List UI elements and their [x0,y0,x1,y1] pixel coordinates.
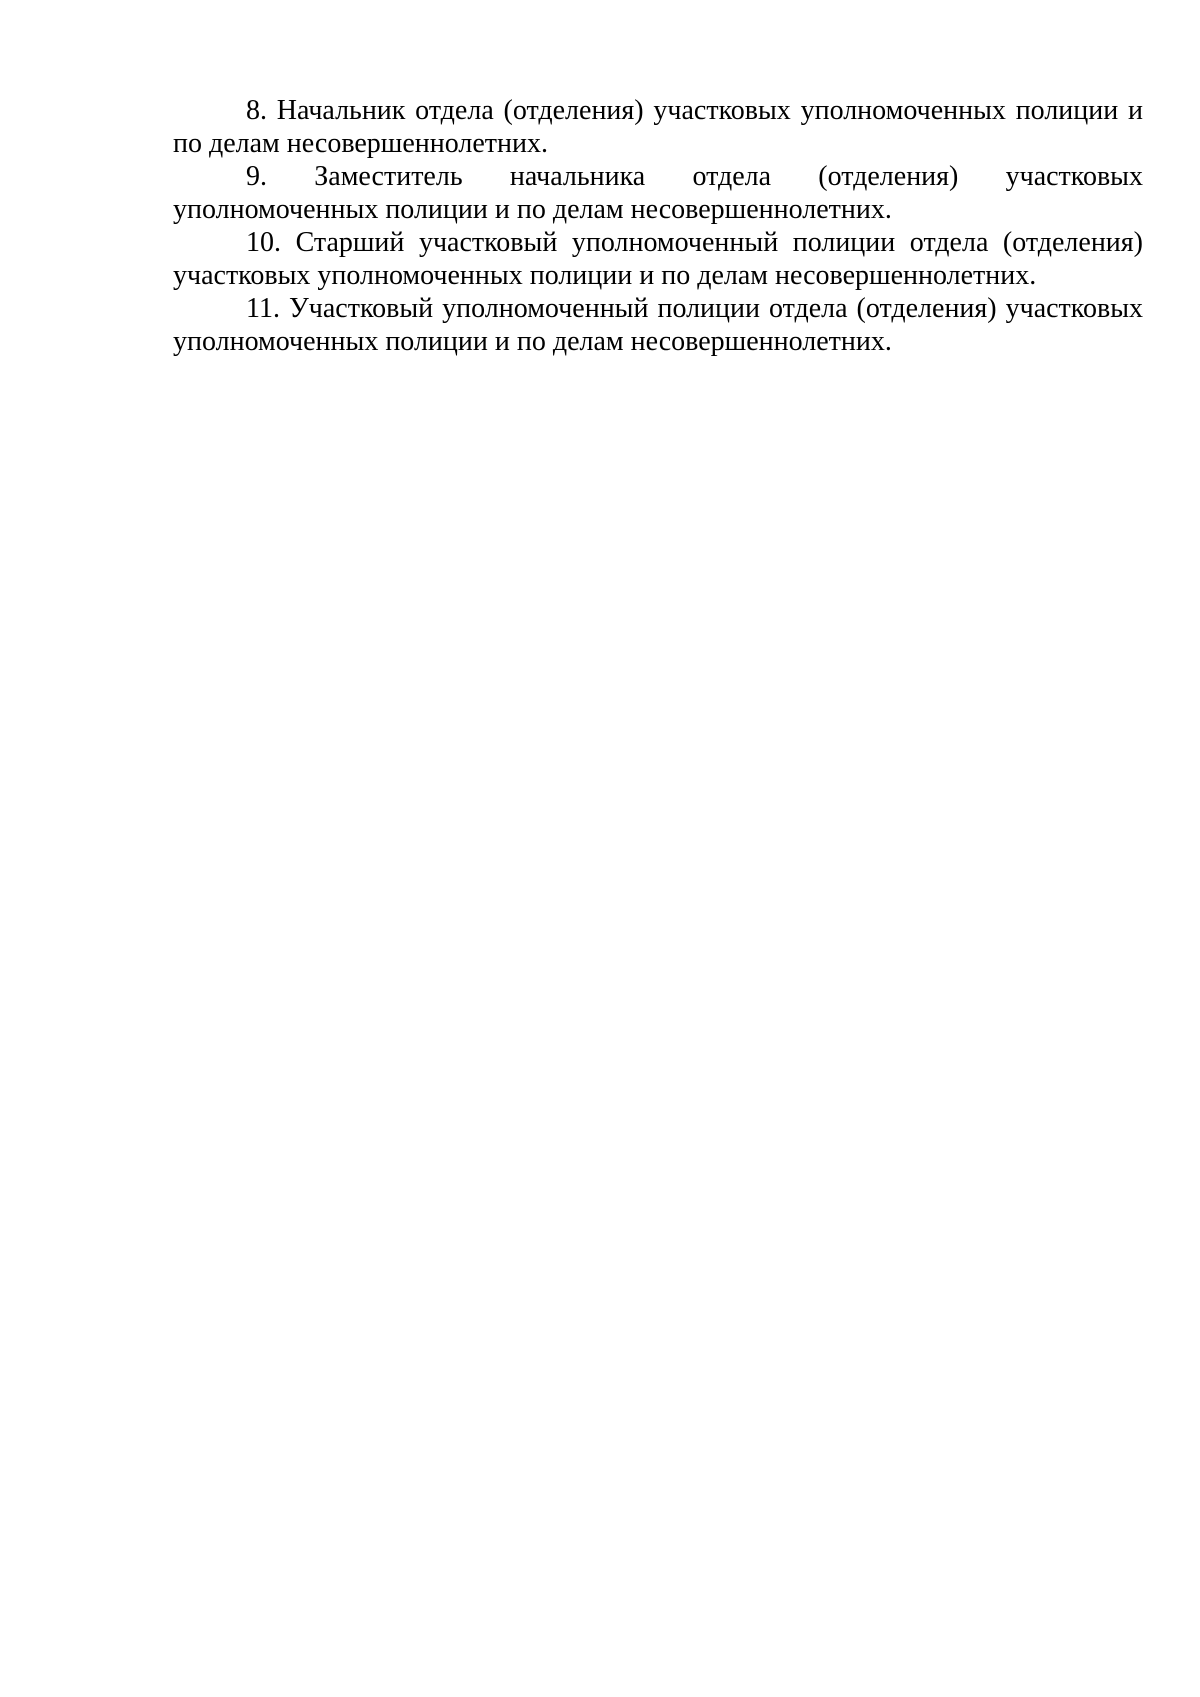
item-number: 9. [246,161,267,192]
item-text: Начальник отдела (отделения) участковых уполномоченных полиции и по делам несовершеннолетних. [173,95,1143,159]
list-item [173,160,1143,226]
item-text: Заместитель начальника отдела (отделения) участковых уполномоченных полиции и по делам несовершеннолетних. [173,161,1143,225]
item-number: 8. [246,95,267,126]
list-item [173,292,1143,358]
list-item [173,94,1143,160]
item-text: Старший участковый уполномоченный полиции отдела (отделения) участковых уполномоченных полиции и по делам несовершеннолетних. [173,227,1143,291]
item-text: Участковый уполномоченный полиции отдела (отделения) участковых уполномоченных полиции и по делам несовершеннолетних. [173,293,1144,357]
item-number: 11. [246,293,280,324]
list-item [173,226,1143,292]
item-number: 10. [246,227,281,258]
document-body [173,94,1143,358]
